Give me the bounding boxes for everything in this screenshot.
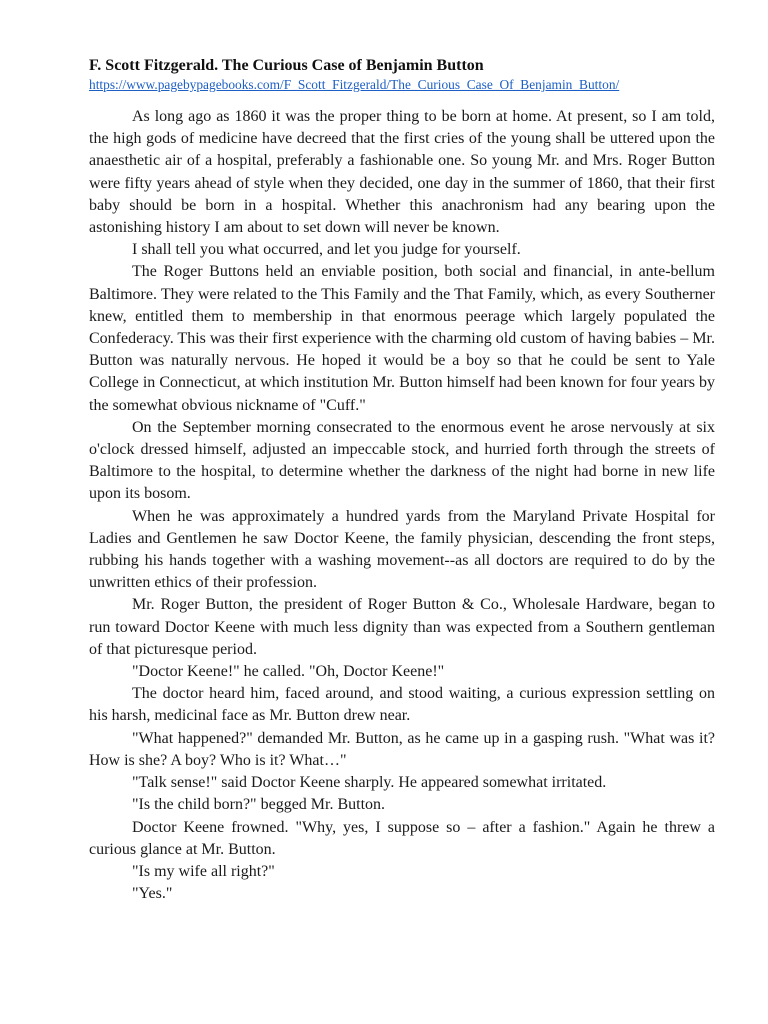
paragraph: Mr. Roger Button, the president of Roger Button & Co., Wholesale Hardware, began to run toward Doctor Keene with much less dignity than was expected from a Southern gentleman of that picturesque period. <box>89 596 715 658</box>
paragraph: I shall tell you what occurred, and let you judge for yourself. <box>132 241 521 259</box>
paragraph: On the September morning consecrated to the enormous event he arose nervously at six o'clock dressed himself, adjusted an impeccable stock, and hurried forth through the streets of Baltimore to the hospital, to determine whether the darkness of the night had borne in new life upon its bosom. <box>89 418 715 503</box>
paragraph: The Roger Buttons held an enviable position, both social and financial, in ante-bellum Baltimore. They were related to the This Family and the That Family, which, as every Southerner knew, entitled them to membership in that enormous peerage which largely populated the Confederacy. This was their first experience with the charming old custom of having babies – Mr. Button was naturally nervous. He hoped it would be a boy so that he could be sent to Yale College in Connecticut, at which institution Mr. Button himself had been known for four years by the somewhat obvious nickname of "Cuff." <box>89 263 715 414</box>
source-link[interactable]: https://www.pagebypagebooks.com/F_Scott_Fitzgerald/The_Curious_Case_Of_Benjamin_Button/ <box>89 77 620 92</box>
paragraph: Doctor Keene frowned. "Why, yes, I suppose so – after a fashion." Again he threw a curious glance at Mr. Button. <box>89 818 715 858</box>
paragraph: "Yes." <box>132 885 173 903</box>
paragraph: "Is my wife all right?" <box>132 862 275 880</box>
document-body <box>89 106 715 905</box>
paragraph: "Doctor Keene!" he called. "Oh, Doctor Keene!" <box>132 663 445 681</box>
paragraph: As long ago as 1860 it was the proper thing to be born at home. At present, so I am told, the high gods of medicine have decreed that the first cries of the young shall be uttered upon the anaesthetic air of a hospital, preferably a fashionable one. So young Mr. and Mrs. Roger Button were fifty years ahead of style when they decided, one day in the summer of 1860, that their first baby should be born in a hospital. Whether this anachronism had any bearing upon the astonishing history I am about to set down will never be known. <box>89 108 715 237</box>
paragraph: The doctor heard him, faced around, and stood waiting, a curious expression settling on his harsh, medicinal face as Mr. Button drew near. <box>89 685 715 725</box>
document-title: F. Scott Fitzgerald. The Curious Case of Benjamin Button <box>89 57 484 74</box>
document-page <box>89 55 715 905</box>
paragraph: "Talk sense!" said Doctor Keene sharply. He appeared somewhat irritated. <box>132 774 607 792</box>
paragraph: When he was approximately a hundred yards from the Maryland Private Hospital for Ladies and Gentlemen he saw Doctor Keene, the family physician, descending the front steps, rubbing his hands together with a washing movement--as all doctors are required to do by the unwritten ethics of their profession. <box>89 507 715 592</box>
paragraph: "What happened?" demanded Mr. Button, as he came up in a gasping rush. "What was it? How is she? A boy? Who is it? What…" <box>89 729 715 769</box>
paragraph: "Is the child born?" begged Mr. Button. <box>132 796 386 814</box>
